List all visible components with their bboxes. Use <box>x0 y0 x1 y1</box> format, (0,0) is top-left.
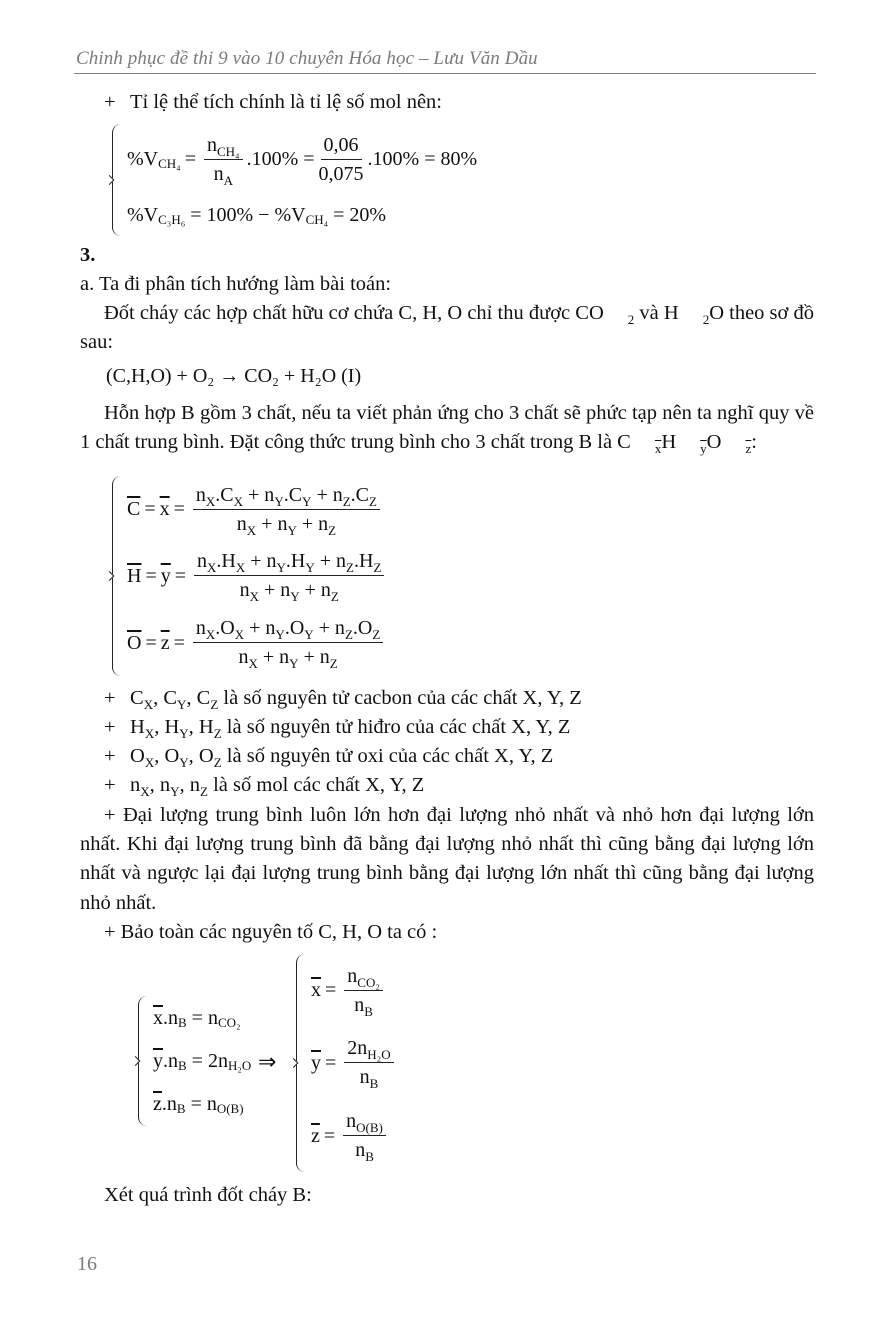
para1-text-a: Đốt cháy các hợp chất hữu cơ chứa C, H, O chỉ thu được CO <box>104 302 604 324</box>
cons-mid-sub: B <box>176 1101 186 1117</box>
paragraph-average-rule: + Đại lượng trung bình luôn lớn hơn đại lượng nhỏ nhất và nhỏ hơn đại lượng lớn nhất. Khi đại lượng trung bình đã bằng đại lượng nhỏ nhất thì cũng bằng đại lượng lớn nhất và ngược lại đại lượng trung bình bằng đại lượng lớn nhất thì cũng bằng đại lượng nhỏ nhất. <box>80 804 814 914</box>
note-text: là số nguyên tử cacbon của các chất X, Y, Z <box>218 687 582 709</box>
cons-var: $\overline{z}$ <box>153 1093 162 1116</box>
running-header: Chinh phục đề thi 9 vào 10 chuyên Hóa học – Lưu Văn Dầu <box>76 48 538 69</box>
co2-sub: 2 <box>627 312 635 327</box>
avg-o: O <box>706 431 722 454</box>
volume-percent-system <box>112 124 477 236</box>
solved-var: $\overline{x}$ <box>311 979 321 1002</box>
frac-den-sub: A <box>223 172 233 188</box>
avg-colon: : <box>751 431 757 454</box>
page-number: 16 <box>77 1253 97 1275</box>
solved-num-sub: O(B) <box>356 1120 383 1136</box>
equals-sign: = <box>173 631 185 654</box>
cons-eq: = n <box>185 1093 217 1116</box>
avg-h: H <box>661 431 677 454</box>
solved-num-sub: CO₂ <box>357 974 380 990</box>
solved-den: n <box>359 1066 370 1089</box>
solved-num-sub: H₂O <box>367 1047 391 1063</box>
left-brace <box>138 996 149 1126</box>
bullet-sign: + <box>104 745 116 767</box>
average-eq-c <box>127 483 388 536</box>
solved-num: n <box>346 1110 357 1133</box>
solved-eq-x <box>311 964 398 1017</box>
average-formula <box>617 431 757 457</box>
eq-ch4-percent <box>127 133 477 186</box>
cons-var: $\overline{y}$ <box>153 1049 163 1072</box>
avg-fraction <box>193 483 380 536</box>
cons-rhs-sub: H₂O <box>227 1057 252 1073</box>
conservation-eq-z <box>153 1092 251 1116</box>
equals-sign: = <box>323 1124 336 1147</box>
note-item <box>104 713 570 742</box>
cons-mid-sub: B <box>178 1014 187 1030</box>
avg-numerator: $n_X.O_X + n_Y.O_Y + n_Z.O_Z$ <box>193 616 383 643</box>
avg-denominator: $n_X + n_Y + n_Z$ <box>236 512 337 538</box>
eq2-lhs-sub: C₃H₆ <box>158 212 186 228</box>
para1-text-c: O theo sơ đồ sau: <box>80 302 815 354</box>
frac-num: n <box>206 133 217 156</box>
bullet-sign: + <box>104 687 116 709</box>
mult-100: .100% = <box>246 148 315 171</box>
avg-x: x <box>654 441 662 457</box>
left-brace <box>112 476 123 676</box>
avg-numerator: $n_X.H_X + n_Y.H_Y + n_Z.H_Z$ <box>194 549 384 576</box>
closing-sentence: Xét quá trình đốt cháy B: <box>104 1184 312 1206</box>
avg-symbol: $\overline{O}$ <box>127 631 142 654</box>
avg-numerator: $n_X.C_X + n_Y.C_Y + n_Z.C_Z$ <box>193 483 380 510</box>
solved-var: $\overline{y}$ <box>311 1051 321 1074</box>
cons-rhs-sub: O(B) <box>216 1101 244 1117</box>
eq-lhs: %V <box>127 148 159 171</box>
solved-num: n <box>347 964 358 987</box>
avg-denominator: $n_X + n_Y + n_Z$ <box>239 579 339 605</box>
note-item <box>104 684 582 713</box>
solved-den-sub: B <box>365 1149 374 1165</box>
avg-c: C <box>617 431 631 454</box>
note-text: là số nguyên tử hiđro của các chất X, Y, Z <box>221 716 571 738</box>
solved-den-sub: B <box>364 1003 373 1019</box>
solved-fraction <box>344 1036 393 1092</box>
conservation-right-system <box>296 954 398 1172</box>
ratio-text: Tỉ lệ thể tích chính là tỉ lệ số mol nên: <box>130 91 442 113</box>
note-item <box>104 771 424 800</box>
equals-sign: = <box>174 564 187 587</box>
solved-var: $\overline{z}$ <box>311 1124 320 1147</box>
avg-fraction <box>194 549 384 605</box>
fraction-values <box>319 133 364 186</box>
solved-fraction <box>344 964 383 1017</box>
equals-sign: = <box>325 979 337 1002</box>
eq-c3h6-percent <box>127 203 477 227</box>
note-item <box>104 742 553 771</box>
note-text: là số nguyên tử oxi của các chất X, Y, Z <box>221 745 554 767</box>
frac-value-num: 0,06 <box>321 133 362 160</box>
result-80: .100% = 80% <box>367 148 478 171</box>
cons-eq: = 2n <box>186 1049 228 1072</box>
equals-sign: = <box>173 498 185 521</box>
note-symbols: $n_X$, $n_Y$, $n_Z$ <box>130 774 208 799</box>
para1-text-b: và H <box>634 302 679 324</box>
eq2-mid-sub: CH₄ <box>305 212 329 228</box>
note-symbols: $O_X$, $O_Y$, $O_Z$ <box>130 745 222 770</box>
avg-z: z <box>745 441 752 457</box>
left-brace <box>296 954 307 1172</box>
solved-num: 2n <box>347 1037 368 1060</box>
note-symbols: $H_X$, $H_Y$, $H_Z$ <box>130 716 222 741</box>
bullet-sign: + <box>104 91 116 113</box>
frac-value-den: 0,075 <box>318 162 364 185</box>
eq2-lhs: %V <box>127 204 159 227</box>
cons-mid-sub: B <box>178 1057 187 1073</box>
frac-num-sub: CH₄ <box>216 143 240 159</box>
average-eq-o <box>127 616 388 672</box>
conservation-intro: + Bảo toàn các nguyên tố C, H, O ta có : <box>104 921 438 943</box>
h2o-sub: 2 <box>702 312 710 327</box>
cons-eq: = n <box>186 1006 218 1029</box>
avg-var: $\overline{x}$ <box>159 498 170 521</box>
avg-denominator: $n_X + n_Y + n_Z$ <box>238 646 338 672</box>
cons-mid: .n <box>163 1049 178 1072</box>
header-divider <box>74 73 816 74</box>
equals-sign: = <box>325 1051 337 1074</box>
fraction-n-ch4-over-na <box>204 133 243 186</box>
left-brace <box>112 124 123 236</box>
result-20: = 20% <box>333 204 387 227</box>
avg-symbol: $\overline{H}$ <box>127 564 142 587</box>
cons-mid: .n <box>163 1006 178 1029</box>
paragraph-average-formula <box>80 399 814 457</box>
avg-symbol: $\overline{C}$ <box>127 498 141 521</box>
cons-var: $\overline{x}$ <box>153 1006 163 1029</box>
solved-den: n <box>354 993 365 1016</box>
solved-den: n <box>355 1139 366 1162</box>
bullet-sign: + <box>104 716 116 738</box>
conservation-eq-x <box>153 1006 251 1030</box>
avg-var: $\overline{y}$ <box>160 564 171 587</box>
paragraph-combustion <box>80 299 814 357</box>
avg-var: $\overline{z}$ <box>160 631 170 654</box>
implies-arrow: ⇒ <box>258 1049 277 1074</box>
avg-y: y <box>700 441 707 457</box>
cons-rhs-sub: CO₂ <box>217 1014 241 1030</box>
frac-den: n <box>213 162 224 185</box>
conservation-eq-y <box>153 1049 251 1073</box>
solved-eq-z <box>311 1109 398 1165</box>
solved-den-sub: B <box>369 1076 379 1092</box>
solved-fraction <box>343 1109 386 1165</box>
equals-sign: = <box>145 564 157 587</box>
average-eq-h <box>127 549 388 605</box>
conservation-left-system <box>138 996 251 1126</box>
equals-sign: = <box>144 498 156 521</box>
avg-fraction <box>193 616 383 672</box>
bullet-sign: + <box>104 774 116 796</box>
eq-lhs-sub: CH₄ <box>158 156 181 172</box>
part-a-heading: a. Ta đi phân tích hướng làm bài toán: <box>80 273 392 295</box>
equals-sign: = <box>145 631 157 654</box>
section-number: 3. <box>80 244 96 266</box>
equals-sign: = <box>184 148 196 171</box>
para2-text: Hỗn hợp B gồm 3 chất, nếu ta viết phản ứng cho 3 chất sẽ phức tạp nên ta nghĩ quy về 1 chất trung bình. Đặt công thức trung bình cho 3 chất trong B là <box>80 402 814 454</box>
reaction-scheme: (C,H,O) + O₂ → CO₂ + H₂O (I) <box>106 365 362 387</box>
note-symbols: $C_X$, $C_Y$, $C_Z$ <box>130 687 219 712</box>
cons-mid: .n <box>161 1093 177 1116</box>
ratio-bullet-line <box>104 88 442 117</box>
note-text: là số mol các chất X, Y, Z <box>207 774 425 796</box>
average-system <box>112 476 388 676</box>
eq2-mid: = 100% − %V <box>190 204 306 227</box>
solved-eq-y <box>311 1036 398 1092</box>
